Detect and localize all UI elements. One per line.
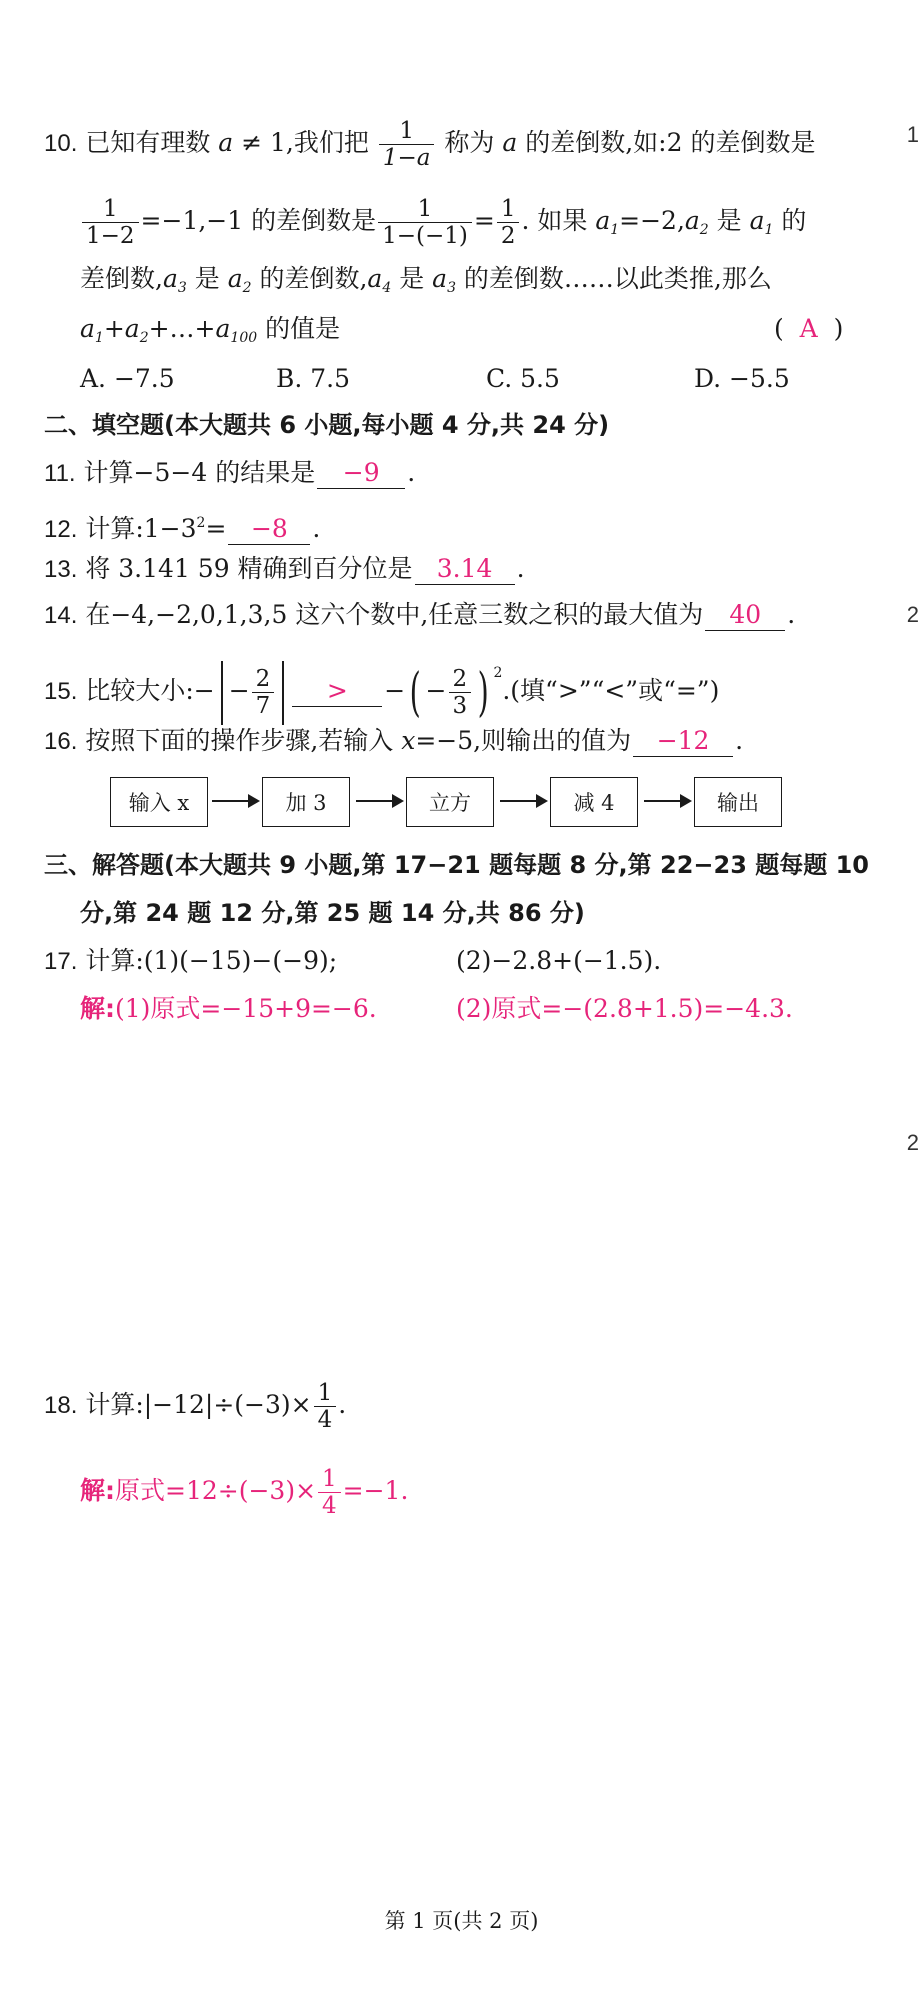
q10-option-a: A. −7.5 — [80, 364, 175, 393]
q10-line4: $a_1+a_2+\dots+a_{100}$ 的值是 — [80, 314, 341, 346]
q15: 15. 比较大小:− − $\frac{2}{7}$ > −( − $\frac{2}{3}$ ) $^2$.(填“>”“<”或“=”) — [44, 662, 720, 723]
flow-arrow-3 — [500, 800, 546, 802]
q10-answer: A — [799, 314, 818, 343]
q14: 14. 在−4,−2,0,1,3,5 这六个数中,任意三数之积的最大值为 40 . — [44, 600, 796, 629]
flow-arrow-4 — [644, 800, 690, 802]
q10-line3: 差倒数$,a_3$ 是 $a_2$ 的差倒数$,a_4$ 是 $a_3$ 的差倒数……以此类推,那么 — [80, 264, 772, 296]
q10-number: 10. — [44, 130, 78, 157]
q10-option-b: B. 7.5 — [276, 364, 351, 393]
q12: 12. 计算$:1-3^2= -8$ . — [44, 514, 321, 543]
flow-step-input: 输入 x — [110, 777, 208, 827]
flow-step-cube: 立方 — [406, 777, 494, 827]
q13: 13. 将 3.141 59 精确到百分位是 3.14 . — [44, 554, 525, 583]
edge-digit: 2 — [906, 602, 919, 627]
page-footer: 第 1 页(共 2 页) — [384, 1909, 539, 1933]
q13-answer: 3.14 — [415, 554, 515, 585]
flow-arrow-2 — [356, 800, 402, 802]
flow-step-subtract: 减 4 — [550, 777, 638, 827]
q10-option-c: C. 5.5 — [486, 364, 560, 393]
q18-solution: 解:原式=12÷(−3)× $\frac{1}{4}$ =−1. — [80, 1466, 409, 1519]
q10-option-d: D. −5.5 — [694, 364, 790, 393]
q17-solution-1: 解:(1)原式=−15+9=−6. — [80, 994, 377, 1023]
q17-solution-2: (2)原式=−(2.8+1.5)=−4.3. — [456, 994, 793, 1023]
q15-answer: > — [292, 676, 382, 707]
flow-arrow-1 — [212, 800, 258, 802]
q11: 11. 计算−5−4 的结果是 −9 . — [44, 458, 416, 487]
edge-digit: 2 — [906, 1130, 919, 1155]
flow-step-output: 输出 — [694, 777, 782, 827]
section2-title: 二、填空题(本大题共 6 小题,每小题 4 分,共 24 分) — [44, 411, 610, 439]
q10-line2: $\frac{1}{1-2}$ =−1,−1 的差倒数是 $\frac{1}{1-(-1)}$ = $\frac{1}{2}$ . 如果 $a_1=-2,a_2$ 是 $a_1$ 的 — [80, 196, 806, 249]
q16-answer: −12 — [633, 726, 733, 757]
q10-answer-bracket: ( A ) — [774, 314, 844, 343]
edge-digit: 1 — [906, 122, 919, 147]
q17: 17. 计算:(1)(−15)−(−9); — [44, 946, 338, 975]
section3-title-line2: 分,第 24 题 12 分,第 25 题 14 分,共 86 分) — [80, 899, 585, 927]
flow-step-add: 加 3 — [262, 777, 350, 827]
section3-title-line1: 三、解答题(本大题共 9 小题,第 17−21 题每题 8 分,第 22−23 题每题 10 — [44, 851, 870, 879]
q18: 18. 计算:|−12|÷(−3)× $\frac{1}{4}$ . — [44, 1380, 347, 1433]
q14-answer: 40 — [705, 600, 785, 631]
q10-fraction: $\frac{1}{1-a}$ — [379, 118, 435, 171]
q12-answer: −8 — [228, 514, 310, 545]
q17-part2: (2)−2.8+(−1.5). — [456, 946, 662, 975]
q11-answer: −9 — [317, 458, 405, 489]
q16: 16. 按照下面的操作步骤,若输入 x=−5,则输出的值为 −12 . — [44, 726, 744, 755]
q10-line1: 10. 已知有理数 a ≠ 1,我们把 $\frac{1}{1-a}$ 称为 a 的差倒数,如:2 的差倒数是 — [44, 118, 816, 171]
